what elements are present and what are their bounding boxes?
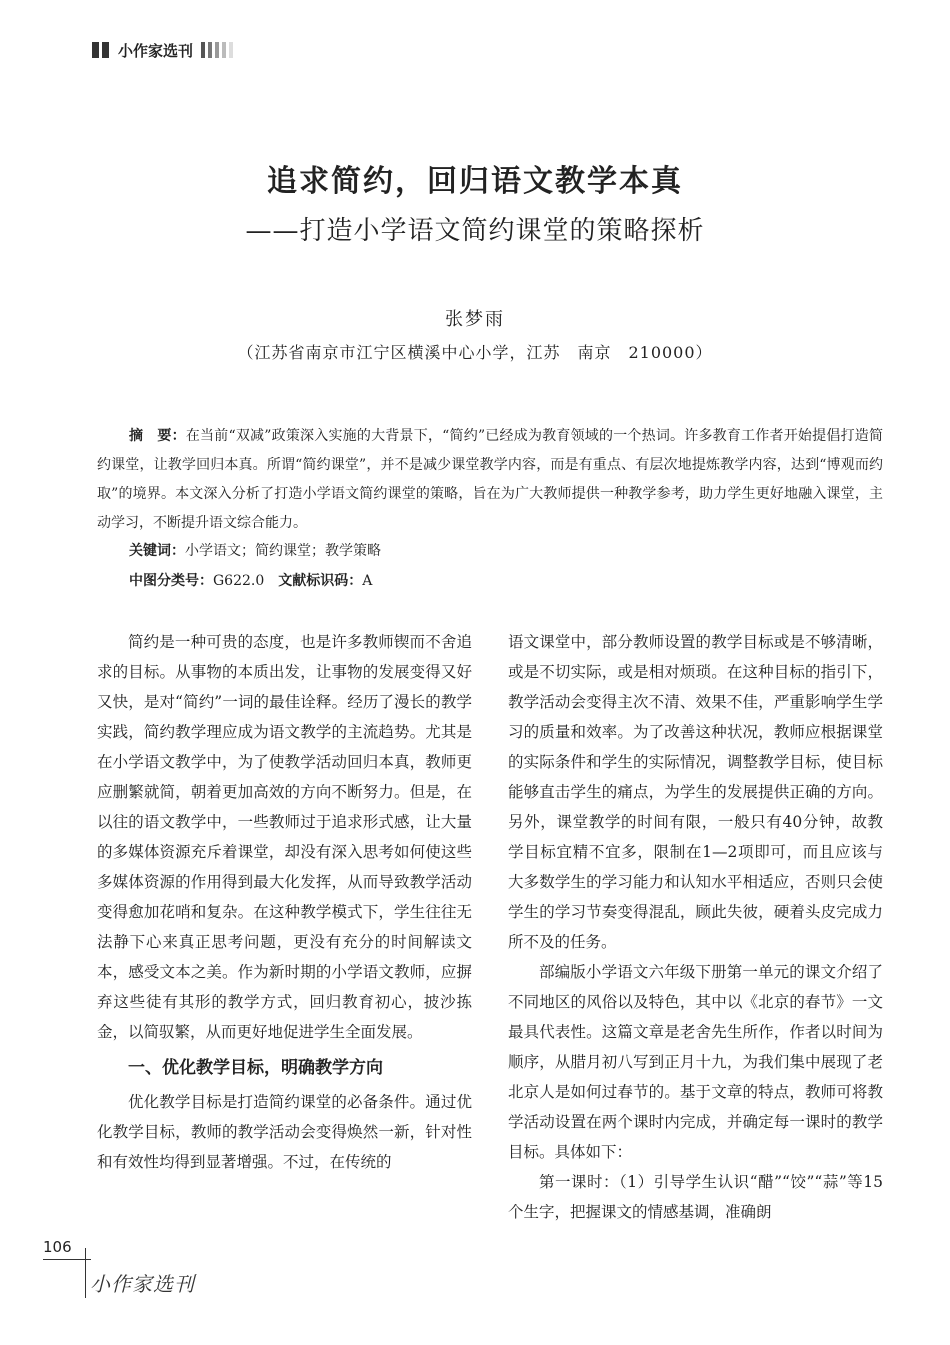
header-stripe-icon <box>229 42 233 58</box>
author-affiliation: （江苏省南京市江宁区横溪中心小学，江苏 南京 210000） <box>237 343 713 362</box>
header-stripe-icon <box>215 42 219 58</box>
body-paragraph: 语文课堂中，部分教师设置的教学目标或是不够清晰，或是不切实际，或是相对烦琐。在这种目标的指引下，教学活动会变得主次不清、效果不佳，严重影响学生学习的质量和效率。为了改善这种状况，教师应根据课堂的实际条件和学生的实际情况，调整教学目标，使目标能够直击学生的痛点，为学生的发展提供正确的方向。另外，课堂教学的时间有限，一般只有40分钟，故教学目标宜精不宜多，限制在1—2项即可，而且应该与大多数学生的学习能力和认知水平相适应，否则只会使学生的学习节奏变得混乱，顾此失彼，硬着头皮完成力所不及的任务。 <box>508 633 883 951</box>
body-paragraph: 第一课时：（1）引导学生认识“醋”“饺”“蒜”等15个生字，把握课文的情感基调，准确朗 <box>508 1173 883 1221</box>
header-stripe-icon <box>201 42 205 58</box>
doc-code-label: 文献标识码： <box>278 573 363 589</box>
body-paragraph: 简约是一种可贵的态度，也是许多教师锲而不舍追求的目标。从事物的本质出发，让事物的发展变得又好又快，是对“简约”一词的最佳诠释。经历了漫长的教学实践，简约教学理应成为语文教学的主流趋势。尤其是在小学语文教学中，为了使教学活动回归本真，教师更应删繁就简，朝着更加高效的方向不断努力。但是，在以往的语文教学中，一些教师过于追求形式感，让大量的多媒体资源充斥着课堂，却没有深入思考如何使这些多媒体资源的作用得到最大化发挥，从而导致教学活动变得愈加花哨和复杂。在这种教学模式下，学生往往无法静下心来真正思考问题，更没有充分的时间解读文本，感受文本之美。作为新时期的小学语文教师，应摒弃这些徒有其形的教学方式，回归教育初心，披沙拣金，以简驭繁，从而更好地促进学生全面发展。 <box>97 633 472 1041</box>
abstract-label: 摘 要： <box>129 428 186 444</box>
clc-value: G622.0 <box>213 573 265 589</box>
abstract-text: 在当前“双减”政策深入实施的大背景下，“简约”已经成为教育领域的一个热词。许多教育工作者开始提倡打造简约课堂，让教学回归本真。所谓“简约课堂”，并不是减少课堂教学内容，而是有重点、有层次地提炼教学内容，达到“博观而约取”的境界。本文深入分析了打造小学语文简约课堂的策略，旨在为广大教师提供一种教学参考，助力学生更好地融入课堂，主动学习，不断提升语文综合能力。 <box>97 428 883 531</box>
section-heading: 一、优化教学目标，明确教学方向 <box>128 1058 383 1078</box>
header-stripe-icon <box>208 42 212 58</box>
classification <box>129 570 372 590</box>
keywords <box>129 540 381 560</box>
body-paragraph: 部编版小学语文六年级下册第一单元的课文介绍了不同地区的风俗以及特色，其中以《北京的春节》一文最具代表性。这篇文章是老舍先生所作，作者以时间为顺序，从腊月初八写到正月十九，为我们集中展现了老北京人是如何过春节的。基于文章的特点，教师可将教学活动设置在两个课时内完成，并确定每一课时的教学目标。具体如下： <box>508 963 883 1161</box>
article-subtitle: ——打造小学语文简约课堂的策略探析 <box>245 216 705 246</box>
journal-name: 小作家选刊 <box>118 41 194 60</box>
keywords-text: 小学语文；简约课堂；教学策略 <box>185 543 381 559</box>
footer-rule <box>43 1259 91 1260</box>
abstract <box>97 422 883 538</box>
header-bar-icon <box>102 42 109 58</box>
header-stripe-icon <box>222 42 226 58</box>
header-bar-icon <box>92 42 99 58</box>
body-column-left <box>97 627 472 1177</box>
clc-label: 中图分类号： <box>129 573 213 589</box>
page-number: 106 <box>43 1238 72 1256</box>
doc-code-value: A <box>362 573 373 589</box>
body-paragraph: 优化教学目标是打造简约课堂的必备条件。通过优化教学目标，教师的教学活动会变得焕然一新，针对性和有效性均得到显著增强。不过，在传统的 <box>97 1093 472 1171</box>
author-name: 张梦雨 <box>445 309 505 330</box>
keywords-label: 关键词： <box>129 543 185 559</box>
footer-rule <box>85 1248 86 1298</box>
body-column-right <box>508 627 883 1227</box>
running-header <box>92 38 236 62</box>
article-title: 追求简约，回归语文教学本真 <box>267 164 683 199</box>
footer-logo: 小作家选刊 <box>90 1272 195 1296</box>
